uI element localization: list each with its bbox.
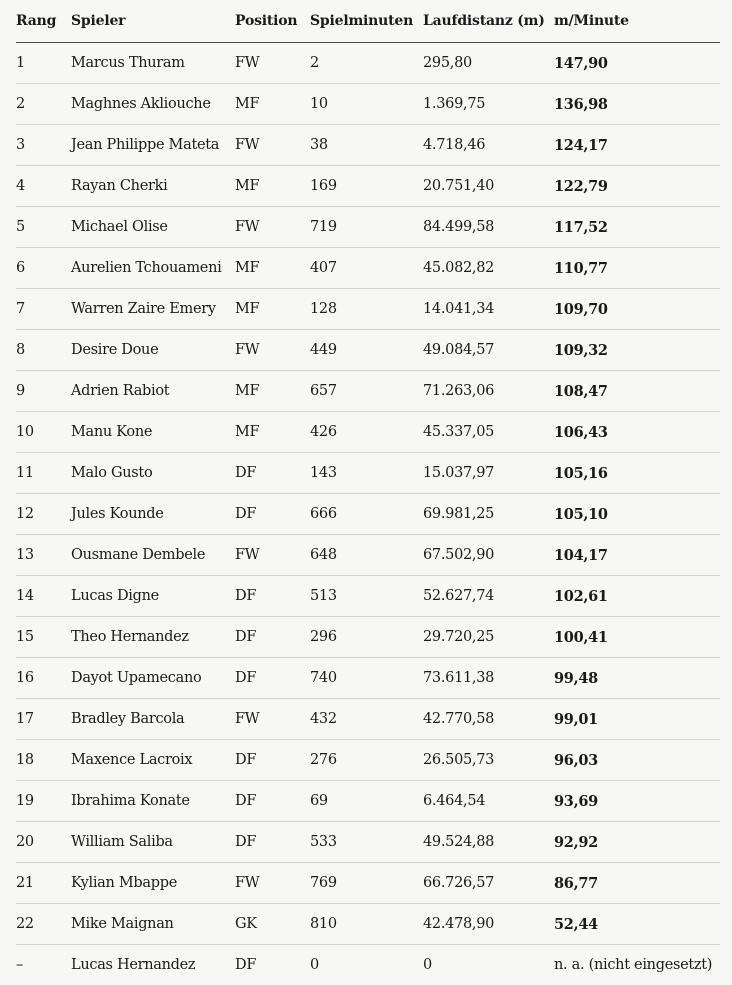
cell-minutes: 38 — [310, 137, 328, 153]
cell-minutes: 432 — [310, 711, 337, 727]
cell-position: DF — [235, 793, 257, 809]
table-row — [16, 166, 720, 207]
table-row — [16, 863, 720, 904]
cell-position: FW — [235, 711, 260, 727]
running-distance-table — [16, 0, 720, 985]
cell-player: Michael Olise — [71, 219, 168, 235]
cell-minutes: 296 — [310, 629, 337, 645]
cell-distance: 14.041,34 — [423, 301, 495, 317]
cell-player: Jean Philippe Mateta — [71, 137, 220, 153]
cell-distance: 84.499,58 — [423, 219, 495, 235]
cell-player: William Saliba — [71, 834, 173, 850]
cell-distance: 15.037,97 — [423, 465, 495, 481]
cell-rank: 21 — [16, 875, 34, 891]
cell-meters-per-minute: 86,77 — [554, 874, 598, 892]
cell-player: Lucas Hernandez — [71, 957, 196, 973]
cell-meters-per-minute: 104,17 — [554, 546, 608, 564]
cell-distance: 42.770,58 — [423, 711, 495, 727]
cell-position: DF — [235, 506, 257, 522]
cell-minutes: 128 — [310, 301, 337, 317]
cell-meters-per-minute: 93,69 — [554, 792, 598, 810]
header-position[interactable]: Position — [235, 13, 298, 29]
cell-minutes: 143 — [310, 465, 337, 481]
cell-minutes: 513 — [310, 588, 337, 604]
cell-rank: 12 — [16, 506, 34, 522]
cell-position: MF — [235, 383, 260, 399]
cell-distance: 45.082,82 — [423, 260, 495, 276]
table-row — [16, 904, 720, 945]
cell-player: Ousmane Dembele — [71, 547, 206, 563]
cell-rank: 8 — [16, 342, 25, 358]
cell-minutes: 740 — [310, 670, 337, 686]
cell-distance: 66.726,57 — [423, 875, 495, 891]
cell-minutes: 276 — [310, 752, 337, 768]
cell-position: DF — [235, 588, 257, 604]
cell-rank: 22 — [16, 916, 34, 932]
cell-position: DF — [235, 629, 257, 645]
table-row — [16, 781, 720, 822]
cell-distance: 73.611,38 — [423, 670, 495, 686]
cell-position: MF — [235, 178, 260, 194]
cell-player: Jules Kounde — [71, 506, 164, 522]
cell-meters-per-minute: 109,32 — [554, 341, 608, 359]
cell-player: Bradley Barcola — [71, 711, 185, 727]
cell-meters-per-minute: 99,01 — [554, 710, 598, 728]
table-row — [16, 330, 720, 371]
cell-distance: 20.751,40 — [423, 178, 495, 194]
cell-minutes: 719 — [310, 219, 337, 235]
table-row — [16, 371, 720, 412]
cell-position: FW — [235, 219, 260, 235]
cell-meters-per-minute: 117,52 — [554, 218, 608, 236]
cell-player: Mike Maignan — [71, 916, 174, 932]
cell-rank: 13 — [16, 547, 34, 563]
cell-meters-per-minute: 136,98 — [554, 95, 608, 113]
cell-distance: 49.084,57 — [423, 342, 495, 358]
cell-rank: 18 — [16, 752, 34, 768]
header-distance[interactable]: Laufdistanz (m) — [423, 13, 545, 29]
table-row — [16, 658, 720, 699]
cell-player: Kylian Mbappe — [71, 875, 177, 891]
cell-distance: 26.505,73 — [423, 752, 495, 768]
cell-minutes: 0 — [310, 957, 319, 973]
cell-distance: 29.720,25 — [423, 629, 495, 645]
table-row — [16, 699, 720, 740]
table-row — [16, 617, 720, 658]
cell-distance: 71.263,06 — [423, 383, 495, 399]
cell-position: GK — [235, 916, 257, 932]
cell-rank: 3 — [16, 137, 25, 153]
cell-distance: 52.627,74 — [423, 588, 495, 604]
header-rank[interactable]: Rang — [16, 13, 57, 29]
cell-player: Marcus Thuram — [71, 55, 185, 71]
cell-minutes: 169 — [310, 178, 337, 194]
table-row — [16, 207, 720, 248]
cell-meters-per-minute: 100,41 — [554, 628, 608, 646]
cell-meters-per-minute: 108,47 — [554, 382, 608, 400]
cell-position: MF — [235, 96, 260, 112]
cell-meters-per-minute: 99,48 — [554, 669, 598, 687]
table-row — [16, 248, 720, 289]
cell-distance: 69.981,25 — [423, 506, 495, 522]
cell-meters-per-minute: 52,44 — [554, 915, 598, 933]
cell-minutes: 769 — [310, 875, 337, 891]
table-row — [16, 945, 720, 985]
cell-rank: 6 — [16, 260, 25, 276]
cell-rank: 15 — [16, 629, 34, 645]
table-row — [16, 576, 720, 617]
cell-minutes: 533 — [310, 834, 337, 850]
cell-minutes: 2 — [310, 55, 319, 71]
table-row — [16, 494, 720, 535]
cell-distance: 67.502,90 — [423, 547, 495, 563]
cell-position: MF — [235, 260, 260, 276]
cell-rank: 5 — [16, 219, 25, 235]
cell-meters-per-minute: 122,79 — [554, 177, 608, 195]
cell-meters-per-minute: 109,70 — [554, 300, 608, 318]
cell-player: Lucas Digne — [71, 588, 159, 604]
table-row — [16, 84, 720, 125]
cell-rank: 14 — [16, 588, 34, 604]
cell-meters-per-minute: 92,92 — [554, 833, 598, 851]
cell-rank: 4 — [16, 178, 25, 194]
cell-player: Manu Kone — [71, 424, 153, 440]
cell-distance: 6.464,54 — [423, 793, 486, 809]
cell-rank: 11 — [16, 465, 34, 481]
table-row — [16, 412, 720, 453]
cell-player: Rayan Cherki — [71, 178, 168, 194]
header-meters-per-minute[interactable]: m/Minute — [554, 13, 629, 29]
cell-position: MF — [235, 424, 260, 440]
cell-rank: 1 — [16, 55, 25, 71]
table-row — [16, 289, 720, 330]
cell-meters-per-minute: 102,61 — [554, 587, 608, 605]
cell-rank: 20 — [16, 834, 34, 850]
cell-position: FW — [235, 342, 260, 358]
cell-distance: 295,80 — [423, 55, 472, 71]
cell-meters-per-minute: n. a. (nicht eingesetzt) — [554, 957, 713, 973]
cell-player: Maghnes Akliouche — [71, 96, 211, 112]
cell-distance: 1.369,75 — [423, 96, 486, 112]
cell-minutes: 648 — [310, 547, 337, 563]
cell-rank: 2 — [16, 96, 25, 112]
header-minutes[interactable]: Spielminuten — [310, 13, 414, 29]
cell-rank: 17 — [16, 711, 34, 727]
cell-rank: 9 — [16, 383, 25, 399]
cell-meters-per-minute: 147,90 — [554, 54, 608, 72]
cell-player: Theo Hernandez — [71, 629, 189, 645]
cell-meters-per-minute: 96,03 — [554, 751, 598, 769]
cell-minutes: 449 — [310, 342, 337, 358]
cell-meters-per-minute: 105,10 — [554, 505, 608, 523]
cell-distance: 42.478,90 — [423, 916, 495, 932]
cell-position: DF — [235, 957, 257, 973]
cell-position: MF — [235, 301, 260, 317]
cell-position: FW — [235, 137, 260, 153]
table-row — [16, 43, 720, 84]
cell-rank: – — [16, 957, 23, 973]
cell-minutes: 810 — [310, 916, 337, 932]
cell-player: Aurelien Tchouameni — [71, 260, 222, 276]
cell-distance: 45.337,05 — [423, 424, 495, 440]
cell-position: DF — [235, 834, 257, 850]
cell-player: Warren Zaire Emery — [71, 301, 216, 317]
cell-position: FW — [235, 55, 260, 71]
cell-player: Desire Doue — [71, 342, 159, 358]
cell-player: Ibrahima Konate — [71, 793, 190, 809]
cell-minutes: 426 — [310, 424, 337, 440]
cell-player: Dayot Upamecano — [71, 670, 202, 686]
cell-position: FW — [235, 547, 260, 563]
cell-minutes: 666 — [310, 506, 337, 522]
cell-distance: 49.524,88 — [423, 834, 495, 850]
cell-rank: 7 — [16, 301, 25, 317]
table-row — [16, 822, 720, 863]
cell-position: FW — [235, 875, 260, 891]
cell-position: DF — [235, 752, 257, 768]
table-header-row — [16, 0, 720, 43]
cell-minutes: 69 — [310, 793, 328, 809]
table-body — [16, 43, 720, 985]
cell-player: Malo Gusto — [71, 465, 153, 481]
table-row — [16, 125, 720, 166]
cell-minutes: 407 — [310, 260, 337, 276]
cell-rank: 19 — [16, 793, 34, 809]
cell-meters-per-minute: 105,16 — [554, 464, 608, 482]
cell-distance: 0 — [423, 957, 432, 973]
cell-player: Maxence Lacroix — [71, 752, 193, 768]
cell-rank: 10 — [16, 424, 34, 440]
table-row — [16, 453, 720, 494]
cell-meters-per-minute: 106,43 — [554, 423, 608, 441]
cell-meters-per-minute: 124,17 — [554, 136, 608, 154]
header-player[interactable]: Spieler — [71, 13, 126, 29]
cell-distance: 4.718,46 — [423, 137, 486, 153]
table-row — [16, 740, 720, 781]
cell-position: DF — [235, 670, 257, 686]
cell-minutes: 10 — [310, 96, 328, 112]
cell-player: Adrien Rabiot — [71, 383, 170, 399]
cell-position: DF — [235, 465, 257, 481]
table-row — [16, 535, 720, 576]
cell-rank: 16 — [16, 670, 34, 686]
cell-minutes: 657 — [310, 383, 337, 399]
cell-meters-per-minute: 110,77 — [554, 259, 608, 277]
